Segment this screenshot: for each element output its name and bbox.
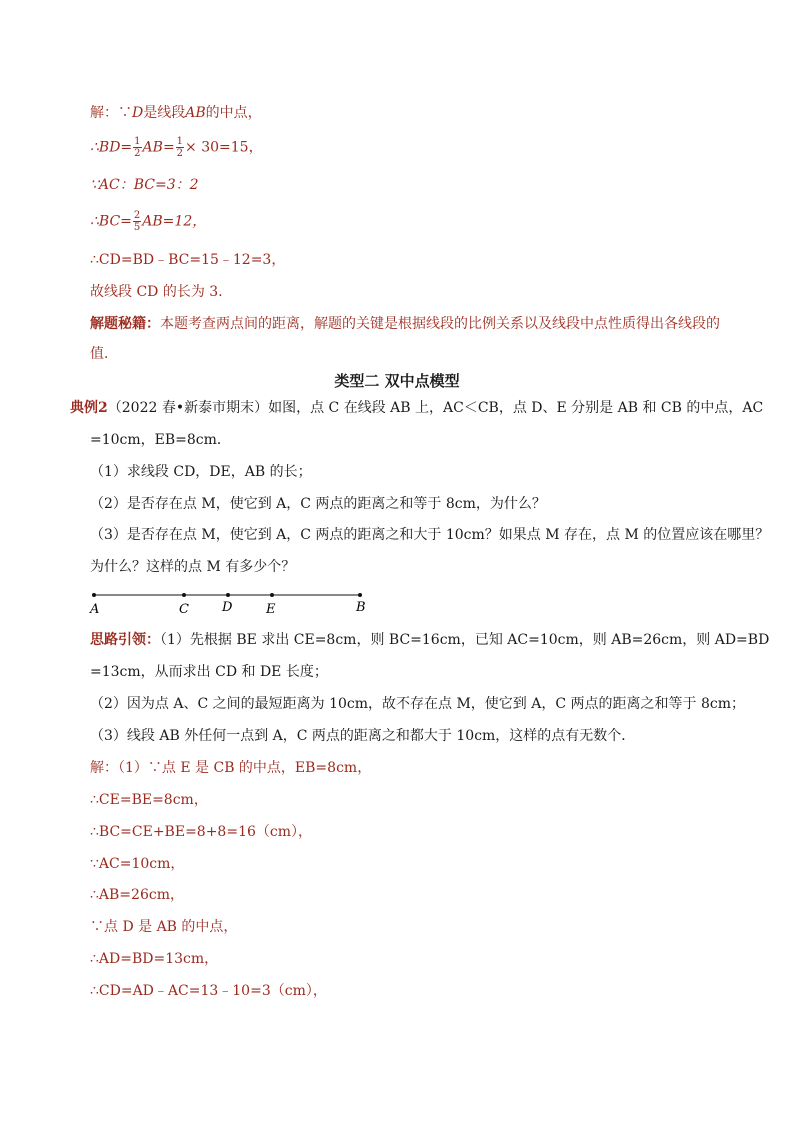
text: （1）先根据 BE 求出 CE=8cm，则 BC=16cm，已知 AC=10cm，则 AB=26cm，则 AD=BD bbox=[160, 632, 770, 648]
example-label: 典例2 bbox=[70, 400, 108, 416]
solution2-line7: ∴AD=BD=13cm， bbox=[90, 951, 219, 967]
solution2-line1: 解：（1）∵点 E 是 CB 的中点，EB=8cm， bbox=[90, 760, 372, 776]
text: ∴BD bbox=[90, 139, 121, 156]
text: 的中点， bbox=[205, 105, 262, 121]
text: ∴BC bbox=[90, 213, 121, 230]
guide-line2: =13cm，从而求出 CD 和 DE 长度； bbox=[90, 664, 328, 680]
text: D bbox=[132, 105, 144, 121]
numerator: 1 bbox=[134, 136, 141, 147]
tip-line1 bbox=[90, 314, 720, 334]
denominator: 2 bbox=[176, 148, 184, 159]
denominator: 2 bbox=[134, 148, 141, 159]
text: 解：∵ bbox=[90, 105, 132, 121]
fraction bbox=[133, 210, 141, 233]
example2-q3b: 为什么？这样的点 M 有多少个？ bbox=[90, 559, 296, 575]
fraction bbox=[133, 136, 141, 159]
text: = bbox=[120, 139, 133, 156]
numerator: 2 bbox=[133, 210, 141, 221]
solution1-line6: 故线段 CD 的长为 3． bbox=[90, 284, 233, 300]
solution1-line3: ∵AC：BC=3：2 bbox=[90, 177, 199, 193]
denominator: 5 bbox=[133, 222, 141, 233]
text: 是线段 bbox=[143, 105, 186, 121]
example2-line2: =10cm，EB=8cm． bbox=[90, 432, 231, 448]
fraction bbox=[176, 136, 184, 159]
point-b-dot bbox=[358, 593, 362, 597]
text: 本题考查两点间的距离，解题的关键是根据线段的比例关系以及线段中点性质得出各线段的 bbox=[160, 316, 720, 332]
guide-line1 bbox=[90, 630, 769, 650]
text: = bbox=[120, 213, 132, 230]
solution1-line1 bbox=[90, 103, 262, 123]
example2-q2: （2）是否存在点 M，使它到 A，C 两点的距离之和等于 8cm，为什么？ bbox=[90, 496, 546, 512]
point-c-dot bbox=[182, 593, 186, 597]
guide-line3: （2）因为点 A、C 之间的最短距离为 10cm，故不存在点 M，使它到 A，C 两点的距离之和等于 8cm； bbox=[90, 696, 745, 712]
point-a-dot bbox=[92, 593, 96, 597]
solution1-line5: ∴CD=BD﹣BC=15﹣12=3， bbox=[90, 252, 286, 268]
solution2-line2: ∴CE=BE=8cm， bbox=[90, 792, 208, 808]
text: = bbox=[162, 139, 175, 156]
example2-line1 bbox=[70, 398, 763, 418]
text: AB=12， bbox=[142, 213, 207, 230]
tip-line2: 值． bbox=[90, 346, 118, 362]
numerator: 1 bbox=[176, 136, 184, 147]
solution2-line4: ∵AC=10cm， bbox=[90, 856, 185, 872]
example2-q3a: （3）是否存在点 M，使它到 A，C 两点的距离之和大于 10cm？如果点 M 存在，点 M 的位置应该在哪里？ bbox=[90, 527, 770, 543]
text: （2022 春•新泰市期末）如图，点 C 在线段 AB 上，AC＜CB，点 D、E 分别是 AB 和 CB 的中点，AC bbox=[107, 400, 764, 416]
point-a-label: A bbox=[90, 602, 100, 617]
text: × 30=15， bbox=[185, 139, 263, 156]
point-e-label: E bbox=[266, 602, 276, 617]
tip-label: 解题秘籍： bbox=[90, 316, 160, 332]
point-d-dot bbox=[226, 593, 230, 597]
example2-q1: （1）求线段 CD，DE，AB 的长； bbox=[90, 464, 312, 480]
point-c-label: C bbox=[179, 602, 189, 617]
solution2-line6: ∵点 D 是 AB 的中点， bbox=[90, 919, 238, 935]
point-d-label: D bbox=[222, 600, 233, 615]
guide-label: 思路引领： bbox=[90, 632, 160, 648]
point-e-dot bbox=[270, 593, 274, 597]
text: AB bbox=[142, 139, 163, 156]
point-b-label: B bbox=[356, 600, 366, 615]
segment-figure bbox=[80, 585, 390, 621]
solution1-line4 bbox=[90, 210, 206, 233]
solution2-line8: ∴CD=AD﹣AC=13﹣10=3（cm）， bbox=[90, 983, 327, 999]
text: AB bbox=[185, 105, 206, 121]
guide-line4: （3）线段 AB 外任何一点到 A，C 两点的距离之和都大于 10cm，这样的点有无数个． bbox=[90, 728, 636, 744]
section-title: 类型二 双中点模型 bbox=[334, 372, 460, 390]
solution2-line5: ∴AB=26cm， bbox=[90, 887, 184, 903]
solution2-line3: ∴BC=CE+BE=8+8=16（cm）， bbox=[90, 824, 313, 840]
solution1-line2 bbox=[90, 136, 263, 159]
